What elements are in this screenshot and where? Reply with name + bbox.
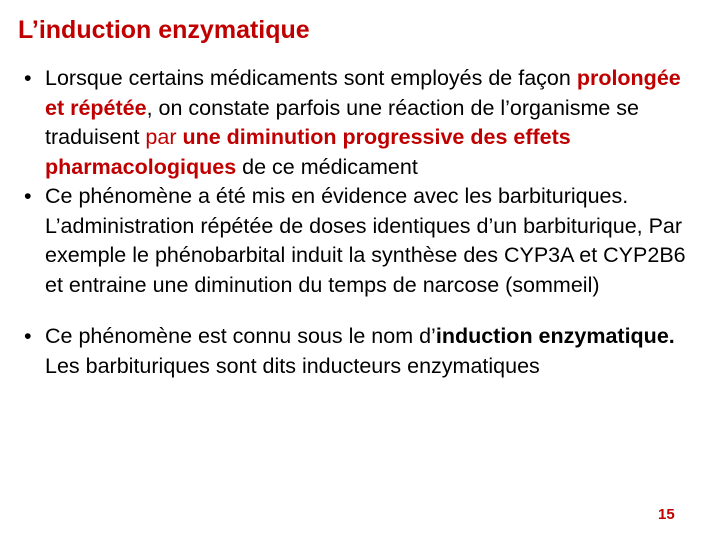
bullet-emphasis: une diminution progressive des effets pharmacologiques [45,125,571,179]
bullet-emphasis: prolongée et répétée [45,66,681,120]
bullet-text-run-red: par [145,125,183,149]
bullet-icon: • [24,66,32,90]
bullet-list [24,64,700,381]
slide-title: L’induction enzymatique [18,16,310,44]
bullet-text-run: Lorsque certains médicaments sont employés de façon [45,66,577,90]
bullet-text-run: Les barbituriques sont dits inducteurs enzymatiques [45,353,540,378]
page-number: 15 [658,506,675,523]
bullet-text-run: Ce phénomène a été mis en évidence avec les barbituriques. L’administration répétée de doses identiques d’un barbiturique, Par exemple le phénobarbital induit la synthèse des CYP3A et CYP2B6 et entraine une diminution du temps de narcose (sommeil) [45,184,686,297]
bullet-item-1 [24,64,700,182]
bullet-item-3 [24,322,700,381]
bullet-text-run: , on constate parfois une réaction de l’organisme se traduisent [45,95,639,149]
bullet-icon: • [24,324,32,348]
bullet-text-run: de ce médicament [236,154,418,179]
bullet-icon: • [24,184,32,208]
bullet-item-2 [24,182,700,300]
bullet-emphasis: induction enzymatique. [435,324,675,348]
bullet-text-run: Ce phénomène est connu sous le nom d’ [45,324,436,348]
